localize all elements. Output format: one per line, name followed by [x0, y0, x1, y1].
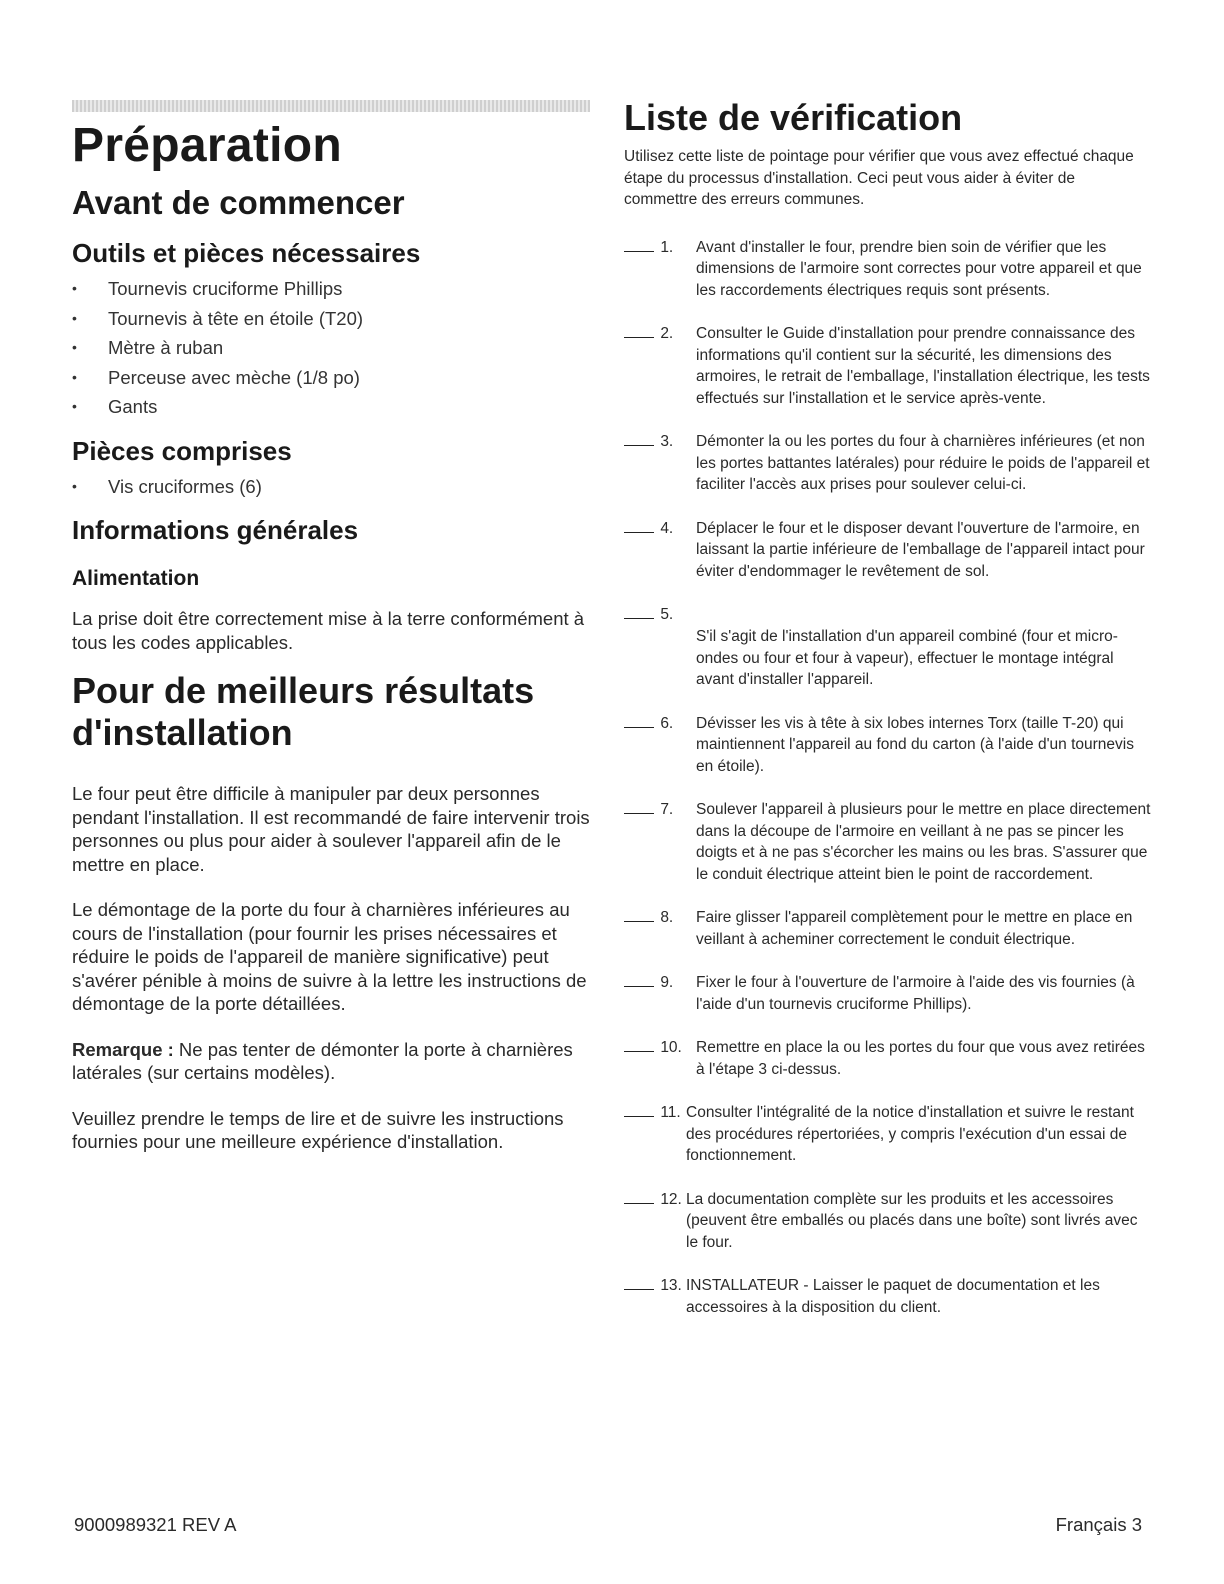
- list-item: • Tournevis à tête en étoile (T20): [72, 304, 590, 334]
- bullet-icon: •: [72, 280, 77, 296]
- checklist-item: 10. Remettre en place la ou les portes du four que vous avez retirées à l'étape 3 ci-dessus.: [624, 1037, 1152, 1080]
- bullet-icon: •: [72, 368, 77, 385]
- checklist-item: 11. Consulter l'intégralité de la notice d'installation et suivre le restant des procédures répertoriées, y compris l'exécution d'un essai de fonctionnement.: [624, 1102, 1152, 1167]
- header-rule: [72, 100, 590, 112]
- checklist-item: 4. Déplacer le four et le disposer devant l'ouverture de l'armoire, en laissant la partie inférieure de l'emballage de l'appareil intact pour éviter d'endommager le revêtement de sol.: [624, 518, 1152, 583]
- checklist-item: 5. S'il s'agit de l'installation d'un appareil combiné (four et micro-ondes ou four et four à vapeur), effectuer le montage intégral avant d'installer l'appareil.: [624, 604, 1152, 691]
- power-heading: Alimentation: [72, 567, 200, 590]
- checklist-title: Liste de vérification: [624, 97, 963, 138]
- checklist-item: 7. Soulever l'appareil à plusieurs pour le mettre en place directement dans la découpe de l'armoire en veillant à ne pas se pincer les doigts et à ne pas s'écorcher les mains ou les bras. S'assurer que le conduit électrique atteint bien le point de raccordement.: [624, 799, 1152, 885]
- list-item: • Perceuse avec mèche (1/8 po): [72, 363, 590, 393]
- list-item: • Gants: [72, 392, 590, 422]
- left-column: [72, 100, 590, 1176]
- checklist-item: 1. Avant d'installer le four, prendre bien soin de vérifier que les dimensions de l'armoire sont correctes pour votre appareil et que les raccordements électriques requis sont présents.: [624, 237, 1152, 302]
- tools-list: [72, 274, 590, 422]
- checklist-item: 2. Consulter le Guide d'installation pour prendre connaissance des informations qu'il contient sur la sécurité, les dimensions des armoires, le retrait de l'emballage, l'installation électrique, les tests effectués sur l'installation et le service après-vente.: [624, 323, 1152, 409]
- checklist-item: 6. Dévisser les vis à tête à six lobes internes Torx (taille T-20) qui maintiennent l'appareil au fond du carton (à l'aide d'un tournevis en étoile).: [624, 713, 1152, 778]
- power-text: La prise doit être correctement mise à la terre conformément à tous les codes applicables.: [72, 608, 585, 653]
- right-column: [624, 96, 1152, 1340]
- paragraph-handling: Le four peut être difficile à manipuler par deux personnes pendant l'installation. Il est recommandé de faire intervenir trois personnes ou plus pour aider à soulever l'appareil afin de le mettre en place.: [72, 783, 590, 875]
- checklist-item: 8. Faire glisser l'appareil complètement pour le mettre en place en veillant à acheminer correctement le conduit électrique.: [624, 907, 1152, 950]
- checkbox-blank[interactable]: [624, 237, 654, 252]
- checkbox-blank[interactable]: [624, 1037, 654, 1052]
- page-title: Préparation: [72, 119, 343, 172]
- checkbox-blank[interactable]: [624, 907, 654, 922]
- document-number: 9000989321 REV A: [74, 1514, 237, 1535]
- page-label: Français 3: [1055, 1514, 1142, 1535]
- paragraph-closing: Veuillez prendre le temps de lire et de suivre les instructions fournies pour une meilleure expérience d'installation.: [72, 1107, 564, 1152]
- checkbox-blank[interactable]: [624, 323, 654, 338]
- checklist-intro: Utilisez cette liste de pointage pour vérifier que vous avez effectué chaque étape du processus d'installation. Ceci peut vous aider à éviter de commettre des erreurs communes.: [624, 148, 1134, 208]
- bullet-icon: •: [72, 477, 77, 494]
- included-list: [72, 472, 590, 502]
- list-item: • Tournevis cruciforme Phillips: [72, 274, 590, 304]
- checkbox-blank[interactable]: [624, 431, 654, 446]
- checkbox-blank[interactable]: [624, 799, 654, 814]
- list-item: • Mètre à ruban: [72, 333, 590, 363]
- checkbox-blank[interactable]: [624, 1102, 654, 1117]
- checklist-item: 13. INSTALLATEUR - Laisser le paquet de documentation et les accessoires à la disposition du client.: [624, 1275, 1152, 1318]
- general-heading: Informations générales: [72, 515, 359, 545]
- checkbox-blank[interactable]: [624, 1189, 654, 1204]
- checkbox-blank[interactable]: [624, 604, 654, 619]
- bullet-icon: •: [72, 309, 77, 326]
- checkbox-blank[interactable]: [624, 713, 654, 728]
- tools-heading: Outils et pièces nécessaires: [72, 238, 421, 268]
- best-results-heading: Pour de meilleurs résultats d'installation: [72, 670, 535, 753]
- before-heading: Avant de commencer: [72, 184, 405, 221]
- checklist-item: 3. Démonter la ou les portes du four à charnières inférieures (et non les portes battantes latérales) pour réduire le poids de l'appareil et faciliter l'accès aux prises pour soulever celui-ci.: [624, 431, 1152, 496]
- remark-label: Remarque :: [72, 1038, 174, 1060]
- bullet-icon: •: [72, 398, 77, 414]
- bullet-icon: •: [72, 339, 77, 355]
- included-heading: Pièces comprises: [72, 435, 292, 466]
- checklist-item: 12. La documentation complète sur les produits et les accessoires (peuvent être emballés ou placés dans une boîte) sont livrés avec le four.: [624, 1189, 1152, 1254]
- paragraph-door-removal: Le démontage de la porte du four à charnières inférieures au cours de l'installation (pour fournir les prises nécessaires et réduire le poids de l'appareil de manière significative) peut s'avérer pénible à moins de suivre à la lettre les instructions de démontage de la porte détaillées.: [72, 899, 587, 1014]
- checklist-item: 9. Fixer le four à l'ouverture de l'armoire à l'aide des vis fournies (à l'aide d'un tournevis cruciforme Phillips).: [624, 972, 1152, 1015]
- checkbox-blank[interactable]: [624, 1275, 654, 1290]
- checkbox-blank[interactable]: [624, 972, 654, 987]
- remark-text: Ne pas tenter de démonter la porte à charnières latérales (sur certains modèles).: [72, 1038, 573, 1083]
- remark-paragraph: [72, 1038, 590, 1085]
- list-item: • Vis cruciformes (6): [72, 472, 590, 502]
- checkbox-blank[interactable]: [624, 518, 654, 533]
